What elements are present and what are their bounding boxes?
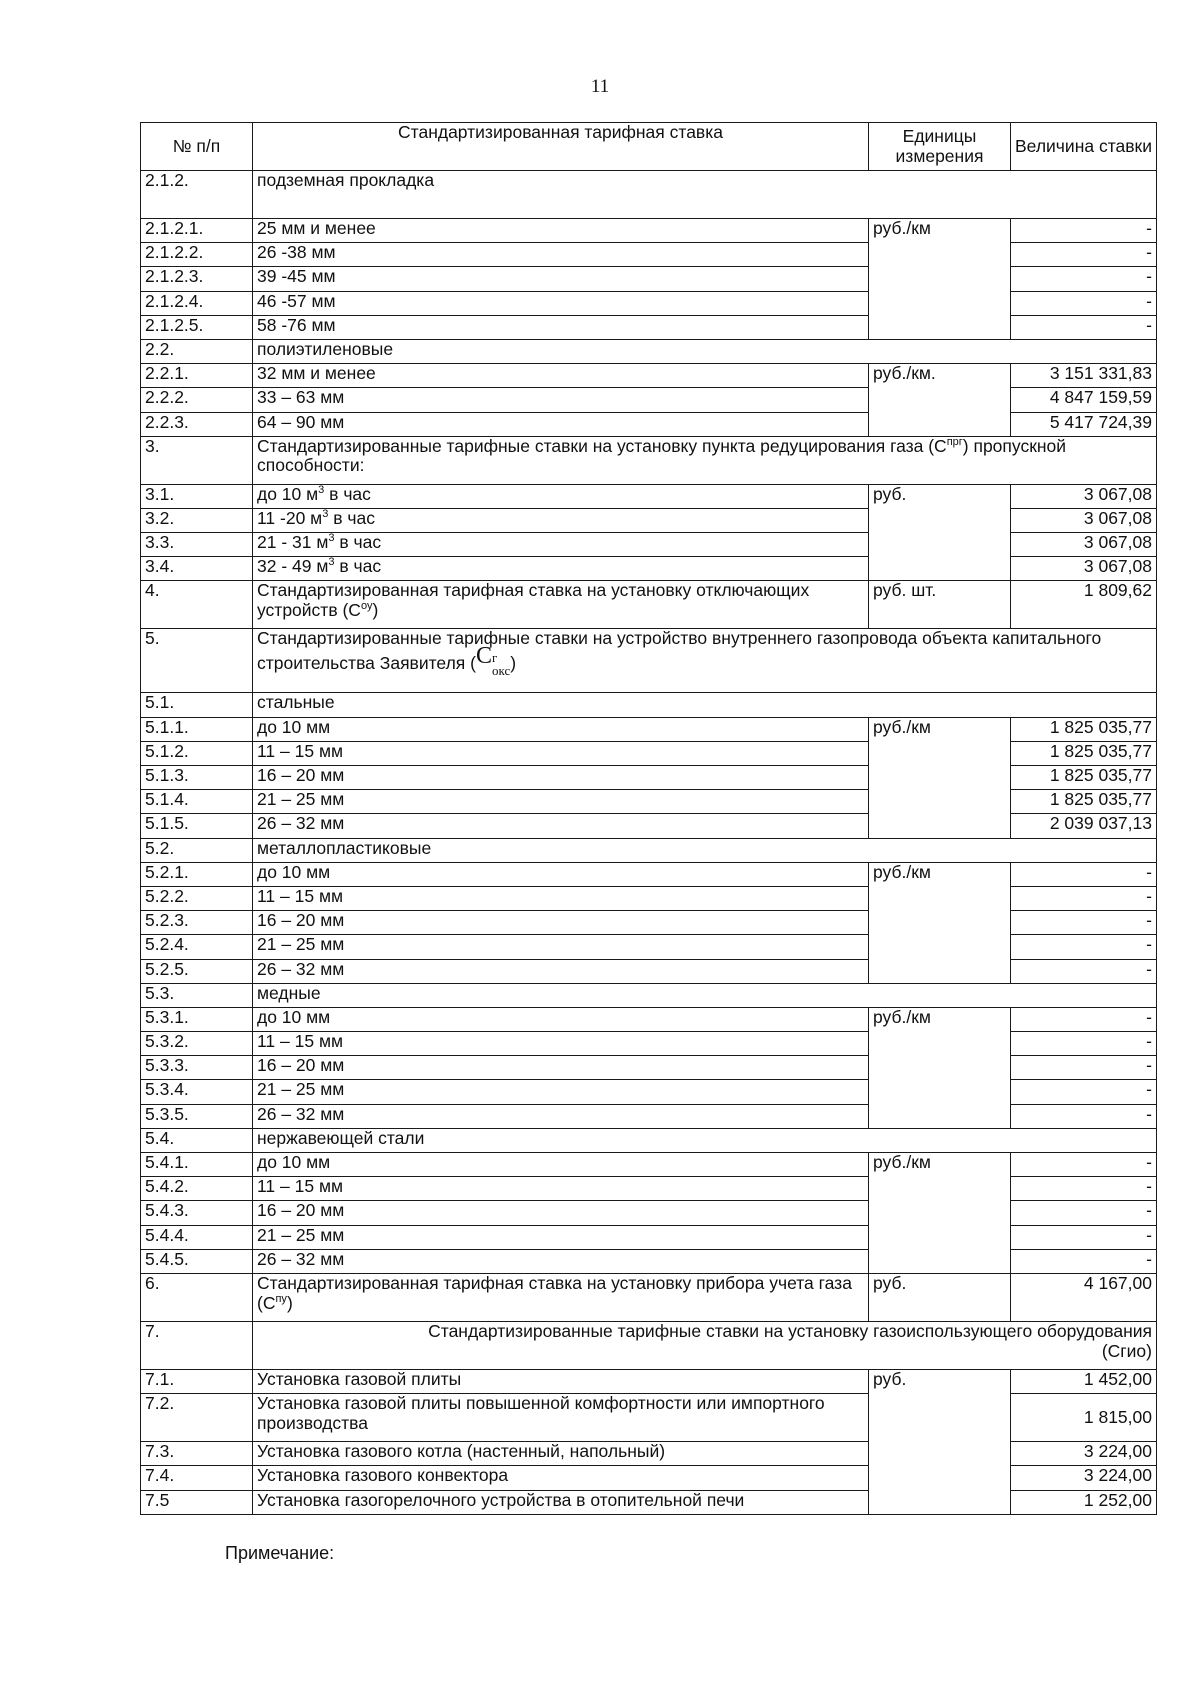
row-name: полиэтиленовые: [253, 339, 1157, 363]
row-value: 4 167,00: [1011, 1273, 1157, 1321]
row-value: -: [1011, 1249, 1157, 1273]
row-value: -: [1011, 886, 1157, 910]
row-value: -: [1011, 935, 1157, 959]
row-num: 3.4.: [141, 557, 253, 581]
table-row: [141, 1007, 1157, 1031]
row-name-end: в час: [328, 508, 375, 528]
row-value: -: [1011, 1080, 1157, 1104]
row-value: 3 224,00: [1011, 1466, 1157, 1490]
row-name: 21 – 25 мм: [253, 790, 869, 814]
row-value: 3 067,08: [1011, 508, 1157, 532]
row-name-end: в час: [334, 532, 382, 553]
row-name: 21 – 25 мм: [253, 1080, 869, 1104]
row-num: 3.: [141, 436, 253, 484]
row-name: 26 – 32 мм: [253, 1104, 869, 1128]
table-row: [141, 629, 1157, 693]
row-num: 5.4.3.: [141, 1201, 253, 1225]
row-num: 2.1.2.1.: [141, 219, 253, 243]
row-value: -: [1011, 267, 1157, 291]
row-value: 3 151 331,83: [1011, 364, 1157, 388]
row-name-text: до 10 м: [257, 484, 319, 504]
note-label: Примечание:: [225, 1543, 335, 1563]
row-num: 2.1.2.3.: [141, 267, 253, 291]
row-name: 16 – 20 мм: [253, 766, 869, 790]
row-value: 3 224,00: [1011, 1442, 1157, 1466]
row-unit: руб.: [869, 1369, 1011, 1514]
row-name: стальные: [253, 693, 1157, 717]
row-num: 2.1.2.: [141, 171, 253, 219]
row-name: 32 мм и менее: [253, 364, 869, 388]
row-num: 5.4.2.: [141, 1177, 253, 1201]
row-num: 2.1.2.4.: [141, 291, 253, 315]
row-unit: руб./км: [869, 1153, 1011, 1274]
row-num: 5.2.4.: [141, 935, 253, 959]
row-name: [253, 436, 1157, 484]
row-value: 1 452,00: [1011, 1369, 1157, 1393]
row-value: -: [1011, 1032, 1157, 1056]
row-name-end: ): [286, 1292, 293, 1313]
formula-symbol: C: [475, 643, 492, 670]
row-name: 16 – 20 мм: [253, 1056, 869, 1080]
table-row: [141, 862, 1157, 886]
row-name-text: Стандартизированные тарифные ставки на устройство внутреннего газопровода объекта капитального строительства Заявителя (: [257, 628, 1102, 674]
row-num: 7.1.: [141, 1369, 253, 1393]
tariff-table: [140, 122, 1157, 1515]
row-name-text: Стандартизированные тарифные ставки на установку пункта редуцирования газа (C: [257, 436, 947, 456]
table-row: [141, 838, 1157, 862]
row-num: 5.2.5.: [141, 959, 253, 983]
row-name: [253, 629, 1157, 693]
row-name: 11 – 15 мм: [253, 1177, 869, 1201]
row-num: 5.1.1.: [141, 717, 253, 741]
row-value: 5 417 724,39: [1011, 412, 1157, 436]
header-name: Стандартизированная тарифная ставка: [253, 123, 869, 171]
row-name: до 10 мм: [253, 862, 869, 886]
row-name: 39 -45 мм: [253, 267, 869, 291]
row-name: до 10 мм: [253, 1153, 869, 1177]
table-row: [141, 1321, 1157, 1369]
row-num: 7.5: [141, 1490, 253, 1514]
row-num: 5.1.4.: [141, 790, 253, 814]
row-name-end: в час: [334, 556, 382, 577]
row-num: 2.2.1.: [141, 364, 253, 388]
row-num: 5.2.2.: [141, 886, 253, 910]
table-row: [141, 171, 1157, 219]
row-value: 1 809,62: [1011, 581, 1157, 629]
table-row: [141, 717, 1157, 741]
table-row: [141, 1128, 1157, 1152]
row-num: 7.2.: [141, 1394, 253, 1442]
row-name: 16 – 20 мм: [253, 1201, 869, 1225]
row-name: [253, 533, 869, 557]
row-name-sup: пу: [275, 1292, 287, 1305]
table-row: [141, 436, 1157, 484]
row-name: Установка газовой плиты: [253, 1369, 869, 1393]
row-name: 26 -38 мм: [253, 243, 869, 267]
row-unit: руб.: [869, 484, 1011, 581]
row-num: 7.4.: [141, 1466, 253, 1490]
row-value: -: [1011, 959, 1157, 983]
row-name-end: ): [510, 653, 517, 674]
row-name: [253, 581, 869, 629]
table-row: [141, 1153, 1157, 1177]
row-name: нержавеющей стали: [253, 1128, 1157, 1152]
row-name: Установка газогорелочного устройства в отопительной печи: [253, 1490, 869, 1514]
row-name: 11 – 15 мм: [253, 741, 869, 765]
row-name-end: ): [372, 600, 379, 621]
row-num: 5.: [141, 629, 253, 693]
row-num: 5.3.2.: [141, 1032, 253, 1056]
row-value: 1 815,00: [1011, 1394, 1157, 1442]
row-num: 5.2.3.: [141, 911, 253, 935]
row-num: 2.2.3.: [141, 412, 253, 436]
row-num: 6.: [141, 1273, 253, 1321]
row-value: -: [1011, 1056, 1157, 1080]
formula-sup: г: [491, 650, 498, 666]
row-value: 1 825 035,77: [1011, 766, 1157, 790]
row-num: 5.4.4.: [141, 1225, 253, 1249]
row-name: 16 – 20 мм: [253, 911, 869, 935]
row-num: 5.2.1.: [141, 862, 253, 886]
row-unit: руб./км: [869, 717, 1011, 838]
row-name-end: (Сгио): [1101, 1340, 1152, 1361]
row-name: Установка газового конвектора: [253, 1466, 869, 1490]
row-name-sup: 3: [328, 556, 335, 569]
row-name: 26 – 32 мм: [253, 1249, 869, 1273]
table-row: [141, 219, 1157, 243]
row-name-text: 32 - 49 м: [257, 556, 329, 577]
table-row: [141, 484, 1157, 508]
row-num: 2.2.: [141, 339, 253, 363]
row-name-text: 11 -20 м: [257, 508, 323, 528]
row-num: 5.1.3.: [141, 766, 253, 790]
header-value: Величина ставки: [1011, 123, 1157, 171]
row-name: 21 – 25 мм: [253, 935, 869, 959]
row-name-sup: оу: [360, 600, 373, 613]
row-num: 2.1.2.5.: [141, 315, 253, 339]
table-row: [141, 1369, 1157, 1393]
row-name-text: Стандартизированные тарифные ставки на установку газоиспользующего оборудования: [428, 1321, 1152, 1341]
row-name: подземная прокладка: [253, 171, 1157, 219]
row-name: 11 – 15 мм: [253, 1032, 869, 1056]
row-name: металлопластиковые: [253, 838, 1157, 862]
row-num: 5.1.2.: [141, 741, 253, 765]
row-name-text: 21 - 31 м: [257, 532, 329, 553]
row-num: 5.1.: [141, 693, 253, 717]
row-name-text: Стандартизированная тарифная ставка на установку прибора учета газа (C: [257, 1273, 852, 1313]
table-row: [141, 339, 1157, 363]
row-value: -: [1011, 1007, 1157, 1031]
row-num: 5.4.5.: [141, 1249, 253, 1273]
row-value: -: [1011, 1177, 1157, 1201]
row-value: 3 067,08: [1011, 557, 1157, 581]
row-name-text: Стандартизированная тарифная ставка на установку отключающих устройств (C: [257, 580, 810, 621]
row-unit: руб. шт.: [869, 581, 1011, 629]
row-num: 7.3.: [141, 1442, 253, 1466]
row-num: 2.2.2.: [141, 388, 253, 412]
row-num: 3.2.: [141, 508, 253, 532]
row-value: -: [1011, 219, 1157, 243]
table-row: [141, 581, 1157, 629]
row-name: 25 мм и менее: [253, 219, 869, 243]
row-name: до 10 мм: [253, 1007, 869, 1031]
row-value: 1 825 035,77: [1011, 741, 1157, 765]
row-name: [253, 1273, 869, 1321]
row-num: 5.4.: [141, 1128, 253, 1152]
row-value: -: [1011, 1201, 1157, 1225]
row-value: 1 825 035,77: [1011, 790, 1157, 814]
row-name: медные: [253, 983, 1157, 1007]
row-name: [253, 1321, 1157, 1369]
row-value: -: [1011, 291, 1157, 315]
row-num: 3.1.: [141, 484, 253, 508]
row-num: 5.3.: [141, 983, 253, 1007]
row-unit: руб./км: [869, 862, 1011, 983]
table-header-row: [141, 123, 1157, 171]
row-name: [253, 508, 869, 532]
row-num: 5.2.: [141, 838, 253, 862]
row-name-end: ) пропускной способности:: [257, 436, 1067, 476]
row-name: 21 – 25 мм: [253, 1225, 869, 1249]
row-name: 46 -57 мм: [253, 291, 869, 315]
table-row: [141, 983, 1157, 1007]
row-name-sup: 3: [322, 508, 329, 521]
row-unit: руб.: [869, 1273, 1011, 1321]
row-num: 5.3.3.: [141, 1056, 253, 1080]
formula-indices: [492, 651, 510, 677]
row-name-sup: 3: [318, 484, 325, 496]
table-row: [141, 693, 1157, 717]
row-name: Установка газового котла (настенный, напольный): [253, 1442, 869, 1466]
table-row: [141, 1273, 1157, 1321]
row-unit: руб./км.: [869, 364, 1011, 437]
table-row: [141, 364, 1157, 388]
row-value: -: [1011, 243, 1157, 267]
row-unit: руб./км: [869, 1007, 1011, 1128]
row-value: -: [1011, 1104, 1157, 1128]
row-name: 26 – 32 мм: [253, 959, 869, 983]
row-value: -: [1011, 315, 1157, 339]
header-num: № п/п: [141, 123, 253, 171]
row-name: [253, 484, 869, 508]
page-number: 11: [590, 76, 610, 97]
row-name-sup: 3: [328, 532, 335, 545]
row-num: 5.3.1.: [141, 1007, 253, 1031]
row-value: 2 039 037,13: [1011, 814, 1157, 838]
row-name: до 10 мм: [253, 717, 869, 741]
header-unit: Единицы измерения: [869, 123, 1011, 171]
row-name: 33 – 63 мм: [253, 388, 869, 412]
row-name: 11 – 15 мм: [253, 886, 869, 910]
row-name: 26 – 32 мм: [253, 814, 869, 838]
row-value: 1 825 035,77: [1011, 717, 1157, 741]
row-value: -: [1011, 1225, 1157, 1249]
row-num: 4.: [141, 581, 253, 629]
row-value: 1 252,00: [1011, 1490, 1157, 1514]
row-value: 4 847 159,59: [1011, 388, 1157, 412]
row-name: 64 – 90 мм: [253, 412, 869, 436]
row-num: 3.3.: [141, 533, 253, 557]
row-num: 5.4.1.: [141, 1153, 253, 1177]
row-num: 5.3.5.: [141, 1104, 253, 1128]
row-name: 58 -76 мм: [253, 315, 869, 339]
row-value: -: [1011, 1153, 1157, 1177]
row-name: Установка газовой плиты повышенной комфортности или импортного производства: [253, 1394, 869, 1442]
row-value: 3 067,08: [1011, 533, 1157, 557]
row-num: 5.3.4.: [141, 1080, 253, 1104]
row-value: 3 067,08: [1011, 484, 1157, 508]
formula-sub: окс: [491, 663, 511, 679]
row-num: 5.1.5.: [141, 814, 253, 838]
row-value: -: [1011, 911, 1157, 935]
row-num: 2.1.2.2.: [141, 243, 253, 267]
row-name-end: в час: [324, 484, 371, 504]
row-unit: руб./км: [869, 219, 1011, 340]
row-value: -: [1011, 862, 1157, 886]
row-num: 7.: [141, 1321, 253, 1369]
row-name: [253, 557, 869, 581]
row-name-sup: прг: [946, 436, 963, 448]
